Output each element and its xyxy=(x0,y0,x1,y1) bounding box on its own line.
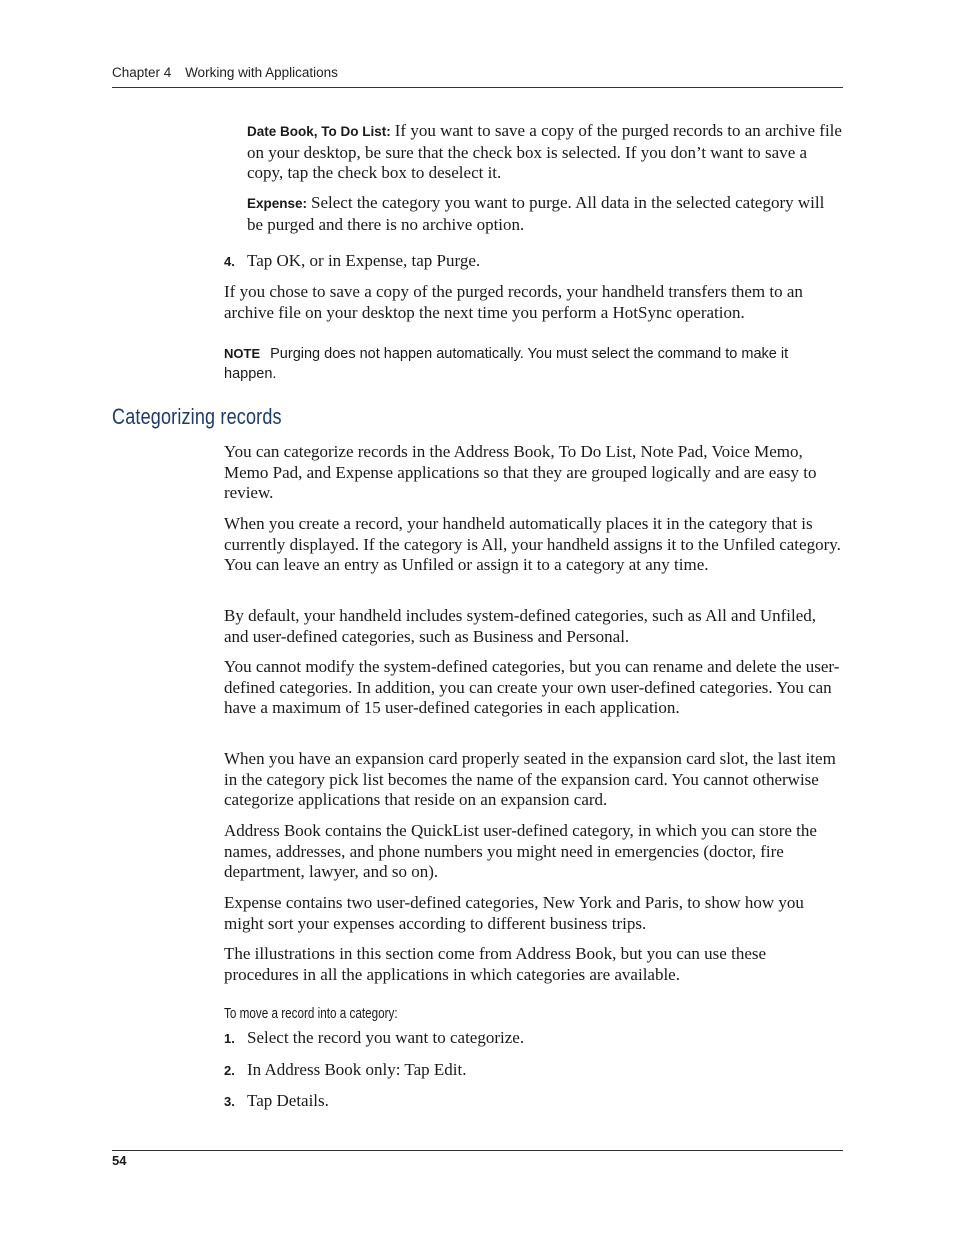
note-block xyxy=(224,344,843,384)
body-paragraph: If you chose to save a copy of the purged records, your handheld transfers them to an archive file on your desktop the next time you perform a HotSync operation. xyxy=(224,282,803,322)
header-rule xyxy=(112,87,843,88)
body-paragraph: When you have an expansion card properly seated in the expansion card slot, the last item in the category pick list becomes the name of the expansion card. You cannot otherwise categorize applications that reside on an expansion card. xyxy=(224,749,836,809)
option-text: Select the category you want to purge. All data in the selected category will be purged and there is no archive option. xyxy=(247,193,825,234)
option-text: If you want to save a copy of the purged records to an archive file on your desktop, be sure that the check box is selected. If you don’t want to save a copy, tap the check box to deselect it. xyxy=(247,121,842,182)
step-text: Tap Details. xyxy=(247,1091,329,1110)
option-lead: Expense: xyxy=(247,196,308,211)
chapter-title: Working with Applications xyxy=(185,65,338,80)
option-lead: Date Book, To Do List: xyxy=(247,124,391,139)
chapter-label: Chapter 4 xyxy=(112,65,172,80)
running-header xyxy=(112,65,843,80)
procedure-title: To move a record into a category: xyxy=(224,1005,398,1022)
step-number: 1. xyxy=(224,1031,235,1046)
footer-rule xyxy=(112,1150,843,1151)
body-paragraph: You can categorize records in the Address Book, To Do List, Note Pad, Voice Memo, Memo Pad, and Expense applications so that they are grouped logically and are easy to review. xyxy=(224,442,817,502)
step-text: Select the record you want to categorize. xyxy=(247,1028,525,1047)
purge-option-expense xyxy=(247,193,843,235)
page-number: 54 xyxy=(112,1153,127,1168)
body-paragraph: Address Book contains the QuickList user-defined category, in which you can store the names, addresses, and phone numbers you might need in emergencies (doctor, fire department, lawyer, and so on). xyxy=(224,821,817,881)
purge-option-date-book xyxy=(247,121,843,184)
body-paragraph: Expense contains two user-defined categories, New York and Paris, to show how you might sort your expenses according to different business trips. xyxy=(224,893,804,933)
step-text: Tap OK, or in Expense, tap Purge. xyxy=(247,251,481,270)
note-text: Purging does not happen automatically. You must select the command to make it happen. xyxy=(224,346,789,382)
step-text: In Address Book only: Tap Edit. xyxy=(247,1060,467,1079)
step-number: 3. xyxy=(224,1094,235,1109)
note-label: NOTE xyxy=(224,346,261,361)
body-paragraph: When you create a record, your handheld automatically places it in the category that is currently displayed. If the category is All, your handheld assigns it to the Unfiled category. You can leave an entry as Unfiled or assign it to a category at any time. xyxy=(224,514,841,574)
step-number: 2. xyxy=(224,1063,235,1078)
step-number: 4. xyxy=(224,254,235,269)
section-title: Categorizing records xyxy=(112,404,282,429)
body-paragraph: You cannot modify the system-defined categories, but you can rename and delete the user-defined categories. In addition, you can create your own user-defined categories. You can have a maximum of 15 user-defined categories in each application. xyxy=(224,657,840,717)
body-paragraph: By default, your handheld includes system-defined categories, such as All and Unfiled, and user-defined categories, such as Business and Personal. xyxy=(224,606,817,646)
body-paragraph: The illustrations in this section come from Address Book, but you can use these procedures in all the applications in which categories are available. xyxy=(224,944,767,984)
